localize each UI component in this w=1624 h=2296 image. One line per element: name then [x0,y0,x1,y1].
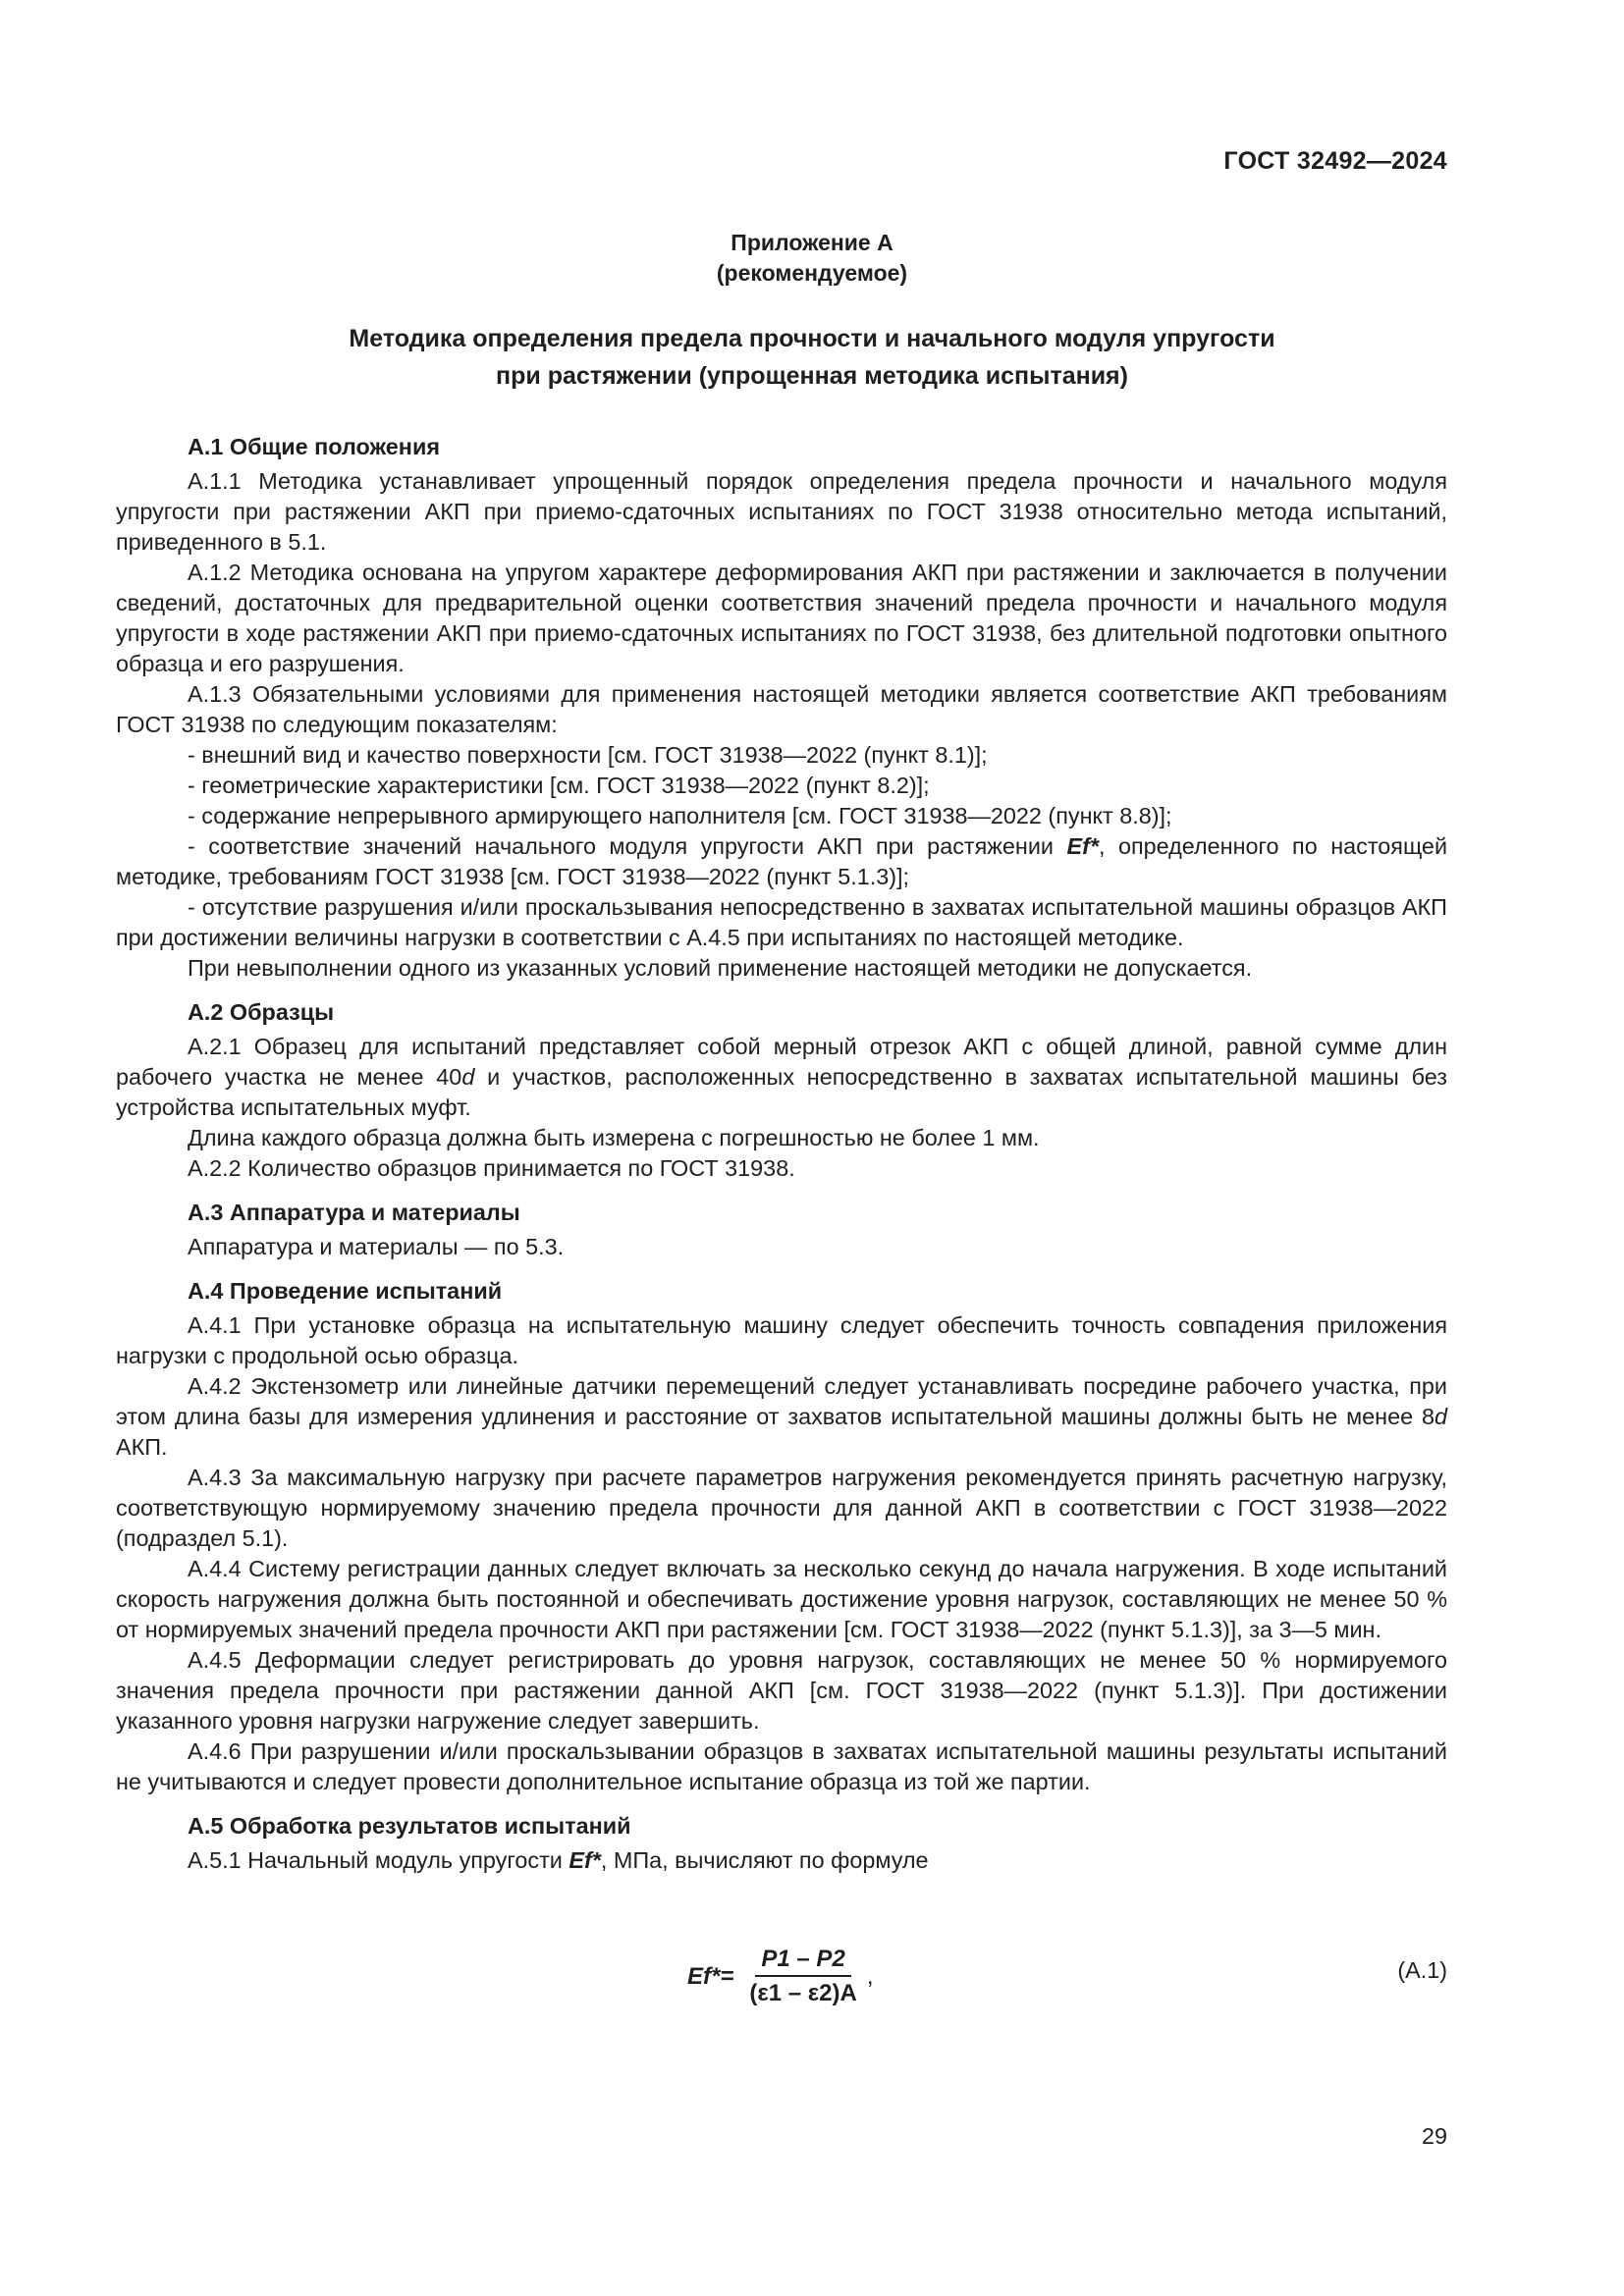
paragraph-a5-1-text-b: , МПа, вычисляют по формуле [600,1847,929,1873]
paragraph-a5-1-text-a: А.5.1 Начальный модуль упругости [188,1847,563,1873]
section-heading-a1: А.1 Общие положения [188,434,440,459]
list-item-a1-4-text-a: - соответствие значений начального модуля упругости АКП при растяжении [188,833,1054,859]
list-item-a1-4 [116,831,1447,892]
list-item-a1-4-text-b: , определенного по настоящей методике, требованиям ГОСТ 31938 [см. ГОСТ 31938—2022 (пункт 5.1.3)]; [116,833,1448,889]
formula-fraction [743,1946,862,2007]
paragraph-a2-1 [116,1032,1447,1123]
section-heading-a2: А.2 Образцы [188,999,335,1025]
paragraph-a1-3: А.1.3 Обязательными условиями для применения настоящей методики является соответствие АКП требованиям ГОСТ 31938 по следующим показателям: [116,681,1447,737]
page-number: 29 [1421,2123,1447,2149]
annex-status: (рекомендуемое) [716,260,908,286]
section-heading-a4: А.4 Проведение испытаний [188,1278,503,1304]
list-item-a1-3: - содержание непрерывного армирующего наполнителя [см. ГОСТ 31938—2022 (пункт 8.8)]; [188,803,1172,828]
paragraph-a2-3: А.2.2 Количество образцов принимается по ГОСТ 31938. [188,1155,795,1181]
formula-a1 [687,1946,874,2007]
annex-label: Приложение А [731,230,893,255]
annex-heading [0,228,1624,289]
paragraph-a4-1: А.4.1 При установке образца на испытательную машину следует обеспечить точность совпадения приложения нагрузки с продольной осью образца. [116,1312,1447,1368]
paragraph-a4-2 [116,1371,1447,1463]
annex-title-line-1: Методика определения предела прочности и начального модуля упругости [349,325,1275,352]
formula-trailing: , [866,1962,874,1990]
section-heading-a3: А.3 Аппаратура и материалы [188,1200,520,1225]
paragraph-a1-2: А.1.2 Методика основана на упругом характере деформирования АКП при растяжении и заключается в получении сведений, достаточных для предварительной оценки соответствия значений предела прочности и начального модуля упругости в ходе растяжении АКП при приемо-сдаточных испытаниях по ГОСТ 31938, без длительной подготовки опытного образца и его разрушения. [116,560,1447,676]
list-item-a1-2: - геометрические характеристики [см. ГОСТ 31938—2022 (пункт 8.2)]; [188,773,930,798]
paragraph-a4-3: А.4.3 За максимальную нагрузку при расчете параметров нагружения рекомендуется принять расчетную нагрузку, соответствующую нормируемому значению предела прочности для данной АКП в соответствии с ГОСТ 31938—2022 (подраздел 5.1). [116,1465,1447,1551]
formula-lhs: Ef*= [687,1962,734,1990]
annex-title-line-2: при растяжении (упрощенная методика испытания) [496,362,1128,390]
list-item-a1-5: - отсутствие разрушения и/или проскальзывания непосредственно в захватах испытательной машины образцов АКП при достижении величины нагрузки в соответствии с А.4.5 при испытаниях по настоящей методике. [116,894,1447,950]
paragraph-a2-1-text-a: А.2.1 Образец для испытаний представляет собой мерный отрезок АКП с общей длиной, равной сумме длин рабочего участка не менее 40 [116,1034,1447,1090]
paragraph-a4-4: А.4.4 Систему регистрации данных следует включать за несколько секунд до начала нагружения. В ходе испытаний скорость нагружения должна быть постоянной и обеспечивать достижение уровня нагрузок, составляющих не менее 50 % от нормируемых значений предела прочности АКП при растяжении [см. ГОСТ 31938—2022 (пункт 5.1.3)], за 3—5 мин. [116,1556,1447,1642]
document-body [116,432,1447,1876]
paragraph-a1-4: При невыполнении одного из указанных условий применение настоящей методики не допускается. [188,955,1253,981]
section-heading-a5: А.5 Обработка результатов испытаний [188,1813,631,1839]
paragraph-a4-5: А.4.5 Деформации следует регистрировать до уровня нагрузок, составляющих не менее 50 % нормируемого значения предела прочности при растяжении данной АКП [см. ГОСТ 31938—2022 (пункт 5.1.3)]. При достижении указанного уровня нагрузки нагружение следует завершить. [116,1647,1447,1734]
document-id: ГОСТ 32492—2024 [1223,147,1447,175]
paragraph-a4-6: А.4.6 При разрушении и/или проскальзывании образцов в захватах испытательной машины результаты испытаний не учитываются и следует провести дополнительное испытание образца из той же партии. [116,1738,1447,1794]
paragraph-a3-1: Аппаратура и материалы — по 5.3. [188,1234,565,1259]
formula-numerator: P1 – P2 [755,1946,850,1977]
paragraph-a5-1 [116,1845,1447,1876]
paragraph-a2-1-text-b: и участков, расположенных непосредственно в захватах испытательной машины без устройства испытательных муфт. [116,1064,1447,1120]
list-item-a1-1: - внешний вид и качество поверхности [см. ГОСТ 31938—2022 (пункт 8.1)]; [188,742,988,768]
annex-title [0,320,1624,395]
modulus-symbol: Ef* [1066,833,1099,859]
paragraph-a1-1: А.1.1 Методика устанавливает упрощенный порядок определения предела прочности и начального модуля упругости при растяжении АКП при приемо-сдаточных испытаниях по ГОСТ 31938 относительно метода испытаний, приведенного в 5.1. [116,468,1447,555]
paragraph-a4-2-text-b: АКП. [116,1434,168,1460]
modulus-symbol: Ef* [568,1847,601,1873]
formula-denominator: (ε1 – ε2)A [749,1980,857,2006]
formula-number: (А.1) [1397,1957,1447,1983]
diameter-symbol: d [1434,1404,1447,1429]
diameter-symbol: d [461,1064,475,1090]
paragraph-a4-2-text-a: А.4.2 Экстензометр или линейные датчики перемещений следует устанавливать посредине рабочего участка, при этом длина базы для измерения удлинения и расстояние от захватов испытательной машины должны быть не менее 8 [116,1373,1447,1429]
paragraph-a2-2: Длина каждого образца должна быть измерена с погрешностью не более 1 мм. [188,1125,1040,1150]
